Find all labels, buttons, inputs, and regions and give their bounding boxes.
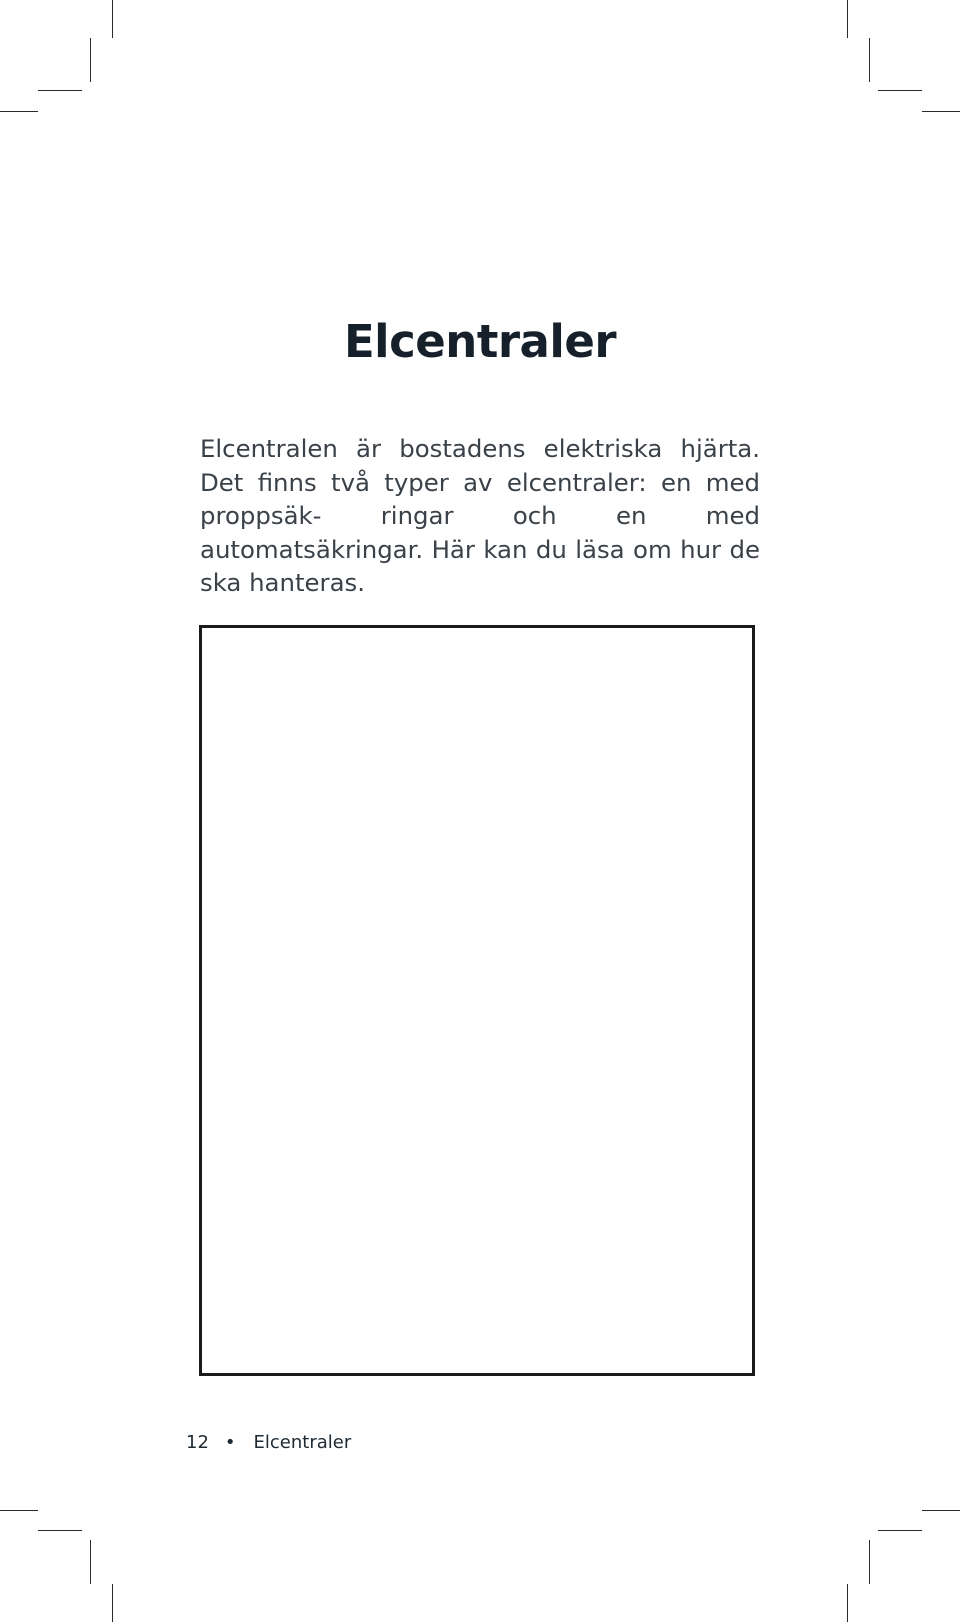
crop-mark	[922, 111, 960, 112]
intro-line: Elcentralen är bostadens elektriska hjärta. Det	[200, 434, 760, 497]
crop-mark	[847, 0, 848, 38]
crop-mark	[878, 1530, 922, 1531]
footer-separator: •	[224, 1432, 236, 1453]
crop-mark	[38, 90, 82, 91]
crop-mark	[869, 1540, 870, 1584]
crop-mark	[869, 38, 870, 82]
crop-mark	[847, 1584, 848, 1622]
crop-mark	[878, 90, 922, 91]
crop-mark	[112, 1584, 113, 1622]
crop-mark	[922, 1510, 960, 1511]
page-footer	[186, 1431, 351, 1455]
intro-line: ringar och en med automatsäkringar. Här kan du	[200, 501, 760, 564]
crop-mark	[0, 1510, 38, 1511]
page-title: Elcentraler	[343, 315, 617, 369]
crop-mark	[90, 38, 91, 82]
crop-mark	[0, 111, 38, 112]
page-number: 12	[186, 1432, 209, 1453]
intro-paragraph	[200, 432, 760, 600]
intro-line: finns två typer av elcentraler: en med proppsäk-	[200, 467, 760, 530]
crop-mark	[90, 1540, 91, 1584]
intro-line: läsa om hur de ska hanteras.	[200, 534, 760, 597]
crop-mark	[112, 0, 113, 38]
footer-section-title: Elcentraler	[253, 1432, 352, 1453]
image-placeholder-frame	[199, 625, 755, 1376]
crop-mark	[38, 1530, 82, 1531]
